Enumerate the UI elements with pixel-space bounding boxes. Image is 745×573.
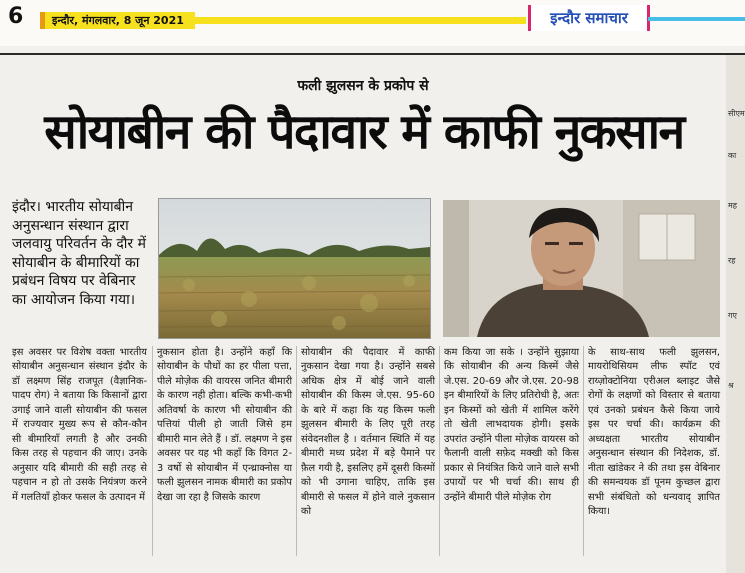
masthead: [0, 0, 745, 46]
margin-fragment: गए: [728, 311, 737, 320]
masthead-stripe: [190, 17, 526, 24]
margin-fragment: श्र: [728, 381, 734, 390]
date-line: इन्दौर, मंगलवार, 8 जून 2021: [52, 14, 184, 27]
margin-fragment: मह: [728, 201, 738, 210]
column-divider: [152, 346, 153, 556]
page-number: 6: [8, 4, 24, 29]
margin-fragment: सीएम: [728, 109, 745, 118]
article-intro: इंदौर। भारतीय सोयाबीन अनुसन्धान संस्थान द्वारा जलवायु परिवर्तन के दौर में सोयाबीन के बीमारियों का प्रबंधन विषय पर वेबिनार का आयोजन किया गया।: [12, 199, 146, 309]
article-column-3: सोयाबीन की पैदावार में काफी नुकसान देखा गया है। उन्होंने सबसे अधिक क्षेत्र में बोई जाने वाली सोयाबीन की किस्म जे.एस. 95-60 के बारे में कहा कि यह किस्म फली झुलसन बीमारी के लिए पूरी तरह संवेदनशील है । वर्तमान स्थिति में यह बीमारी मध्य प्रदेश में बड़े पैमाने पर फ़ैल गयी है, इसलिए हमें दूसरी किस्मों को भी उगाना चाहिए, ताकि इस बीमारी से फसल में होने वाले नुकसान को: [301, 347, 435, 518]
speaker-photo-graphic: [443, 200, 720, 337]
field-photo-graphic: [159, 199, 430, 338]
margin-fragment: रह: [728, 256, 736, 265]
speaker-webinar-photo: [443, 200, 720, 337]
article-headline: सोयाबीन की पैदावार में काफी नुकसान: [44, 104, 684, 160]
column-divider: [583, 346, 584, 556]
masthead-accent-line: [648, 17, 745, 21]
article-column-1: इस अवसर पर विशेष वक्ता भारतीय सोयाबीन अनुसन्धान संस्थान इंदौर के डॉ लक्ष्मण सिंह राजपूत (वैज्ञानिक- पादप रोग) ने बताया कि किसानों द्वारा उगाई जाने वाली सोयाबीन की फसल में राज्यवार मुख्य रूप से कौन-कौन सी बीमारियाँ लगती है और उनकी किस तरह से पहचान की जाए। उनके अनुसार यदि बीमारी की सही तरह से पहचान न हो तो उसके नियंत्रण करने में गलतियाँ होकर फसल के उत्पादन में: [12, 347, 147, 503]
brand-name: इन्दौर समाचार: [550, 9, 628, 27]
margin-fragment: का: [728, 151, 737, 160]
article-kicker: फली झुलसन के प्रकोप से: [297, 78, 429, 94]
brand-box: [528, 5, 650, 31]
column-divider: [439, 346, 440, 556]
article-column-4: कम किया जा सके । उन्होंने सुझाया कि सोयाबीन की अन्य किस्में जैसे जे.एस. 20-69 और जे.एस. 20-98 इन बीमारियों के लिए प्रतिरोधी है, अतः इन किस्मों को खेती में शामिल करेंगे तो खेती लाभदायक होगी। इसके उपरांत उन्होंने पीला मोज़ेक वायरस को फैलानी वाली सफ़ेद मक्खी को किस प्रकार से नियंत्रित किये जाने वाले सभी उपायों पर भी चर्चा की। साथ ही उन्होंने बीमारी पीले मोज़ेक रोग: [444, 347, 579, 503]
article-column-2: नुकसान होता है। उन्होंने कहाँ कि सोयाबीन के पौधों का हर पीला पत्ता, पीले मोज़ेक की वायरस जनित बीमारी के कारण नही होता। बल्कि कभी-कभी अतिवर्षा के कारण भी सोयाबीन की पत्तियां पीली हो जाती जिसे हम बीमारी मान लेते हैं । डॉ. लक्ष्मण ने इस अवसर पर यह भी कहाँ कि विगत 2-3 वर्षो से सोयाबीन में एन्थ्राक्नोस या फली झुलसन नामक बीमारी का प्रकोप देखा जा रहा है जिसके कारण: [157, 347, 292, 503]
column-divider: [296, 346, 297, 556]
soybean-field-photo: [158, 198, 431, 339]
article-column-5: के साथ-साथ फली झुलसन, मायरोथिसियम लीफ स्पॉट एवं राय्ज़ोक्टोनिया एरीअल ब्लाइट जैसे रोगों के लक्षणों को विस्तार से बताया एवं उनको प्रबंधन कैसे किया जाये इस पर चर्चा की। कार्यक्रम की अध्यक्षता भारतीय सोयाबीन अनुसन्धान संस्थान की निदेशक, डॉ. नीता खांडेकर ने की तथा इस वेबिनार की समन्वयक डॉ पूनम कुच्छल द्वारा सभी संबंधितो को धन्यवाद् ज्ञापित किया।: [588, 347, 720, 518]
masthead-divider: [0, 53, 745, 55]
